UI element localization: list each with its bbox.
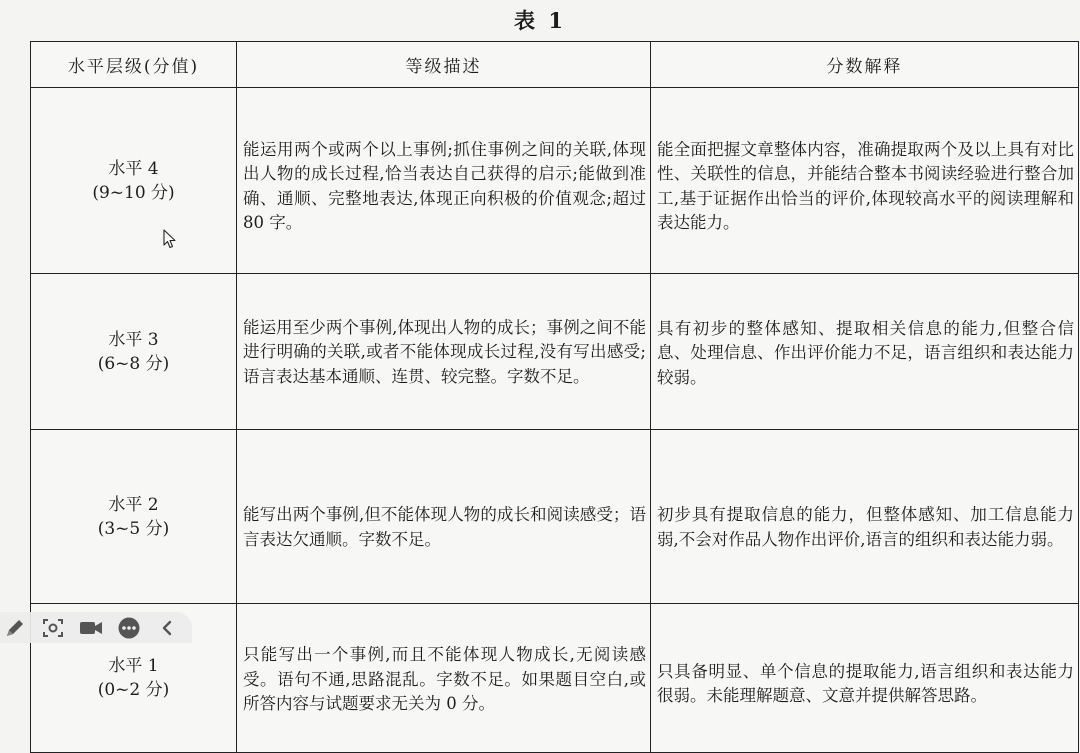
level-score: (0~2 分) [97, 680, 170, 700]
level-cell [31, 430, 237, 604]
description-cell: 能写出两个事例,但不能体现人物的成长和阅读感受；语言表达欠通顺。字数不足。 [237, 430, 651, 604]
explanation-cell: 只具备明显、单个信息的提取能力,语言组织和表达能力很弱。未能理解题意、文意并提供解答思路。 [651, 604, 1079, 753]
mouse-cursor-icon [163, 229, 177, 249]
explanation-cell: 能全面把握文章整体内容，准确提取两个及以上具有对比性、关联性的信息，并能结合整本书阅读经验进行整合加工,基于证据作出恰当的评价,体现较高水平的阅读理解和表达能力。 [651, 88, 1079, 274]
more-icon[interactable] [116, 615, 142, 641]
header-description: 等级描述 [237, 42, 651, 88]
table-title: 表 1 [514, 8, 566, 33]
explanation-cell: 初步具有提取信息的能力，但整体感知、加工信息能力弱,不会对作品人物作出评价,语言的组织和表达能力弱。 [651, 430, 1079, 604]
description-cell: 只能写出一个事例,而且不能体现人物成长,无阅读感受。语句不通,思路混乱。字数不足。如果题目空白,或所答内容与试题要求无关为 0 分。 [237, 604, 651, 753]
table-row [31, 88, 1079, 274]
description-cell: 能运用至少两个事例,体现出人物的成长；事例之间不能进行明确的关联,或者不能体现成长过程,没有写出感受;语言表达基本通顺、连贯、较完整。字数不足。 [237, 274, 651, 430]
rubric-table [30, 41, 1079, 753]
screenshot-icon[interactable] [40, 615, 66, 641]
pen-icon[interactable] [2, 615, 28, 641]
level-cell [31, 274, 237, 430]
header-explanation: 分数解释 [651, 42, 1079, 88]
header-level: 水平层级(分值) [31, 42, 237, 88]
level-name: 水平 4 [108, 158, 159, 179]
level-name: 水平 3 [108, 329, 159, 350]
level-name: 水平 1 [108, 656, 159, 676]
floating-toolbar [0, 612, 192, 643]
collapse-icon[interactable] [154, 615, 180, 641]
table-row [31, 274, 1079, 430]
level-score: (6~8 分) [97, 353, 170, 374]
level-name: 水平 2 [108, 494, 159, 515]
table-row [31, 430, 1079, 604]
header-row [31, 42, 1079, 88]
description-cell: 能运用两个或两个以上事例;抓住事例之间的关联,体现出人物的成长过程,恰当表达自己获得的启示;能做到准确、通顺、完整地表达,体现正向积极的价值观念;超过 80 字。 [237, 88, 651, 274]
camera-icon[interactable] [78, 615, 104, 641]
level-score: (9~10 分) [92, 182, 175, 203]
explanation-cell: 具有初步的整体感知、提取相关信息的能力,但整合信息、处理信息、作出评价能力不足，语言组织和表达能力较弱。 [651, 274, 1079, 430]
level-score: (3~5 分) [97, 518, 170, 539]
level-cell [31, 88, 237, 274]
